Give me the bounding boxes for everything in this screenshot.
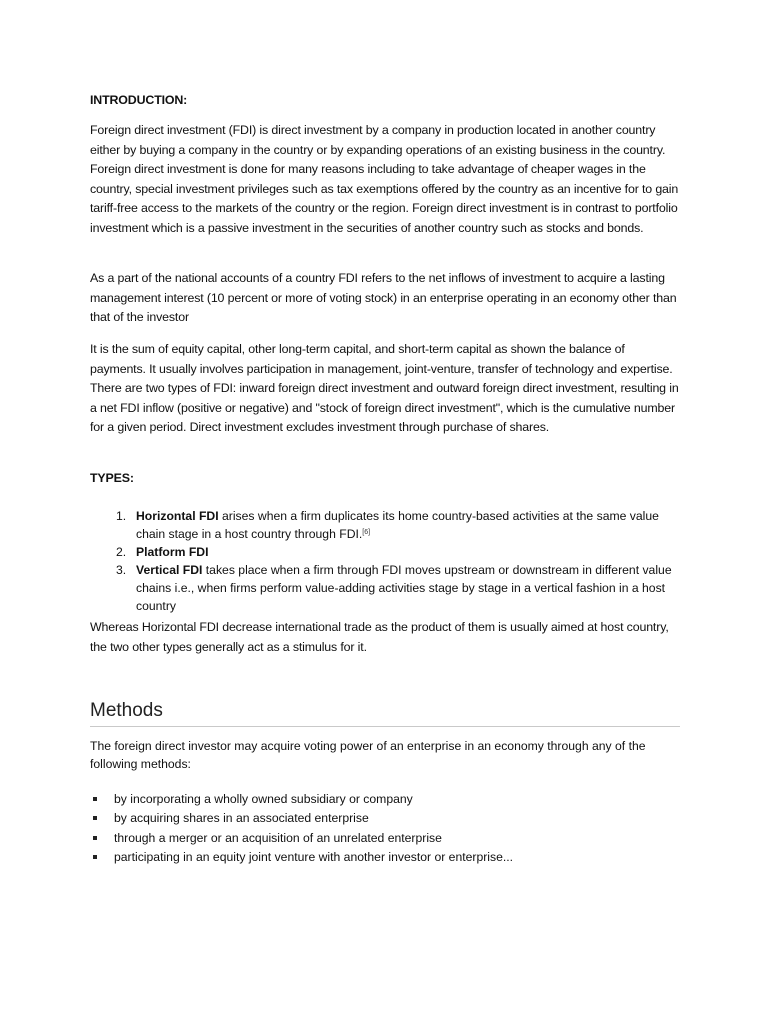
citation-link[interactable]: [6]	[362, 529, 371, 536]
list-number: 2.	[116, 545, 127, 559]
list-number: 1.	[116, 509, 127, 523]
types-list-item	[90, 507, 690, 543]
method-text: through a merger or an acquisition of an unrelated enterprise	[114, 830, 442, 845]
introduction-paragraph: As a part of the national accounts of a country FDI refers to the net inflows of investment to acquire a lasting management interest (10 percent or more of voting stock) in an enterprise operating in an economy other than that of the investor	[90, 271, 677, 324]
methods-intro: The foreign direct investor may acquire voting power of an enterprise in an economy through any of the following methods:	[90, 739, 646, 771]
square-bullet-icon	[93, 836, 97, 840]
types-heading: TYPES:	[90, 471, 134, 485]
type-description: arises when a firm duplicates its home country-based activities at the same value chain stage in a host country through FDI.	[136, 509, 659, 541]
introduction-paragraph: Foreign direct investment (FDI) is direct investment by a company in production located in another country either by buying a company in the country or by expanding operations of an existing business in the country. Foreign direct investment is done for many reasons including to take advantage of cheaper wages in the country, special investment privileges such as tax exemptions offered by the country as an incentive for to gain tariff-free access to the markets of the country or the region. Foreign direct investment is in contrast to portfolio investment which is a passive investment in the securities of another country such as stocks and bonds.	[90, 123, 679, 235]
method-text: by acquiring shares in an associated enterprise	[114, 811, 369, 826]
square-bullet-icon	[93, 797, 97, 801]
methods-list-item	[90, 790, 690, 809]
methods-heading: Methods	[90, 700, 163, 721]
type-term: Vertical FDI	[136, 563, 203, 577]
method-text: by incorporating a wholly owned subsidiary or company	[114, 792, 413, 806]
methods-list	[90, 790, 690, 867]
introduction-heading: INTRODUCTION:	[90, 93, 188, 107]
methods-list-item	[90, 829, 690, 848]
types-list-item	[90, 561, 690, 615]
heading-divider	[90, 726, 680, 727]
types-conclusion: Whereas Horizontal FDI decrease international trade as the product of them is usually aimed at host country, the two other types generally act as a stimulus for it.	[90, 620, 669, 654]
square-bullet-icon	[93, 855, 97, 859]
type-term: Platform FDI	[136, 545, 209, 559]
methods-list-item	[90, 848, 690, 867]
methods-list-item	[90, 809, 690, 828]
type-term: Horizontal FDI	[136, 509, 219, 523]
method-text: participating in an equity joint venture with another investor or enterprise...	[114, 849, 514, 864]
list-number: 3.	[116, 563, 127, 577]
types-list-item	[90, 543, 690, 561]
type-description: takes place when a firm through FDI moves upstream or downstream in different value chains i.e., when firms perform value-adding activities stage by stage in a vertical fashion in a host country	[136, 563, 672, 613]
introduction-paragraph: It is the sum of equity capital, other long-term capital, and short-term capital as shown the balance of payments. It usually involves participation in management, joint-venture, transfer of technology and expertise. There are two types of FDI: inward foreign direct investment and outward foreign direct investment, resulting in a net FDI inflow (positive or negative) and "stock of foreign direct investment", which is the cumulative number for a given period. Direct investment excludes investment through purchase of shares.	[90, 342, 679, 434]
square-bullet-icon	[93, 816, 97, 820]
types-list	[90, 507, 690, 615]
